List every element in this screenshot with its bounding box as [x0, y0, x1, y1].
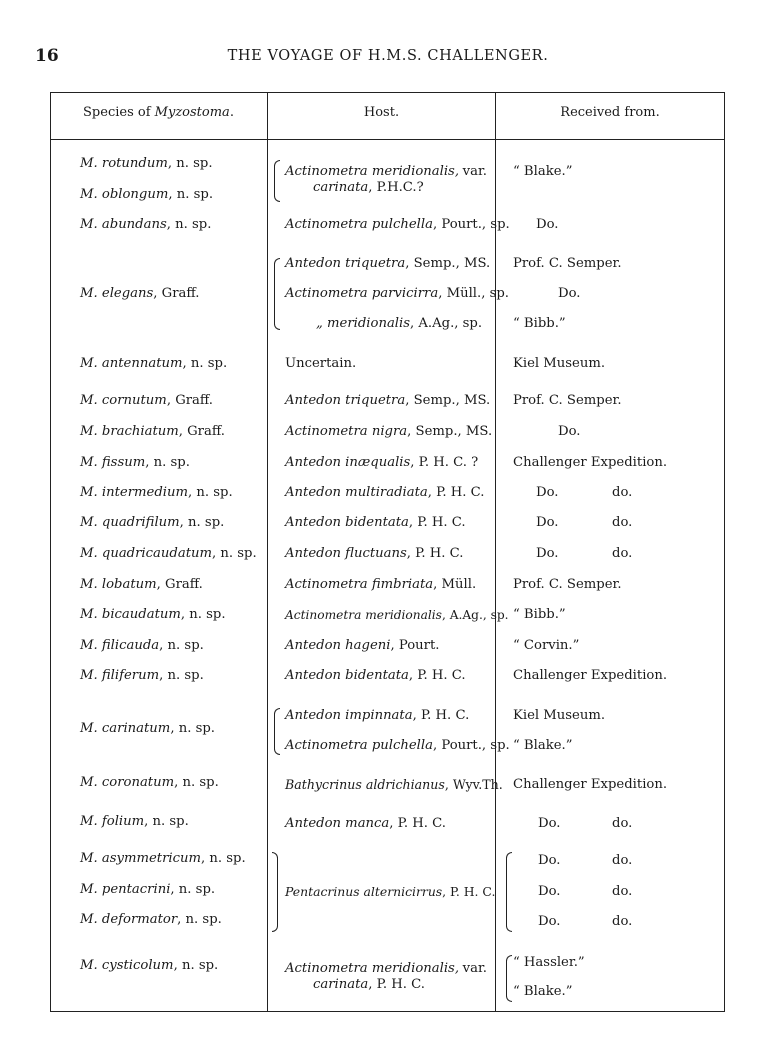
table-row: M. abundans, n. sp. — [80, 217, 212, 232]
host-cell: Actinometra meridionalis, var. — [285, 164, 487, 179]
table-row: M. asymmetricum, n. sp. — [80, 851, 246, 866]
received-cell: “ Bibb.” — [513, 316, 566, 331]
table-left-rule — [50, 92, 51, 1012]
brace — [506, 955, 512, 1002]
host-cell: Actinometra pulchella, Pourt., sp. — [285, 738, 510, 753]
received-cell: “ Bibb.” — [513, 607, 566, 622]
host-cell: Actinometra parvicirra, Müll., sp. — [285, 286, 509, 301]
header-rule — [50, 139, 725, 140]
received-cell: “ Hassler.” — [513, 955, 585, 970]
table-row: M. oblongum, n. sp. — [80, 187, 214, 202]
received-cell: Prof. C. Semper. — [513, 256, 622, 271]
received-cell: Do. — [558, 286, 581, 301]
table-row: M. cysticolum, n. sp. — [80, 958, 219, 973]
brace — [274, 160, 280, 202]
received-cell: Prof. C. Semper. — [513, 393, 622, 408]
table-row: M. quadricaudatum, n. sp. — [80, 546, 257, 561]
table-row: M. deformator, n. sp. — [80, 912, 222, 927]
host-cell: Antedon inæqualis, P. H. C. ? — [285, 455, 479, 470]
table-row: M. antennatum, n. sp. — [80, 356, 228, 371]
received-cell: do. — [612, 485, 633, 500]
table-row: M. cornutum, Graff. — [80, 393, 213, 408]
table-row: M. coronatum, n. sp. — [80, 775, 219, 790]
table-row: M. bicaudatum, n. sp. — [80, 607, 226, 622]
received-cell: Do. — [538, 816, 561, 831]
brace — [274, 258, 280, 330]
table-row: M. elegans, Graff. — [80, 286, 200, 301]
host-cell: Antedon fluctuans, P. H. C. — [285, 546, 464, 561]
table-row: M. intermedium, n. sp. — [80, 485, 233, 500]
table-row: M. carinatum, n. sp. — [80, 721, 215, 736]
table-bottom-rule — [50, 1011, 725, 1012]
table-row: M. quadrifilum, n. sp. — [80, 515, 225, 530]
received-cell: Kiel Museum. — [513, 708, 606, 723]
host-cell: Antedon impinnata, P. H. C. — [285, 708, 470, 723]
host-cell: Antedon bidentata, P. H. C. — [285, 515, 466, 530]
received-cell: Do. — [538, 884, 561, 899]
received-cell: do. — [612, 546, 633, 561]
received-cell: Do. — [536, 217, 559, 232]
host-cell: „ meridionalis, A.Ag., sp. — [316, 316, 483, 331]
received-cell: “ Blake.” — [513, 738, 573, 753]
page-number: 16 — [35, 46, 59, 66]
brace — [272, 852, 278, 932]
host-cell: Antedon multiradiata, P. H. C. — [285, 485, 485, 500]
received-cell: “ Blake.” — [513, 164, 573, 179]
running-title: THE VOYAGE OF H.M.S. CHALLENGER. — [227, 48, 549, 64]
host-cell: Actinometra nigra, Semp., MS. — [285, 424, 493, 439]
table-row: M. fissum, n. sp. — [80, 455, 190, 470]
received-cell: do. — [612, 515, 633, 530]
received-cell: do. — [612, 816, 633, 831]
table-row: M. filiferum, n. sp. — [80, 668, 204, 683]
table-row: M. pentacrini, n. sp. — [80, 882, 216, 897]
host-cell: Bathycrinus aldrichianus, Wyv.Th. — [285, 777, 503, 792]
table-row: M. folium, n. sp. — [80, 814, 189, 829]
host-cell: Actinometra meridionalis, A.Ag., sp. — [285, 608, 509, 622]
received-cell: Challenger Expedition. — [513, 668, 668, 683]
host-cell: carinata, P.H.C.? — [313, 180, 424, 195]
received-cell: Challenger Expedition. — [513, 777, 668, 792]
host-cell: Antedon hageni, Pourt. — [285, 638, 440, 653]
received-cell: “ Corvin.” — [513, 638, 580, 653]
column-divider-1 — [267, 92, 268, 1012]
table-row: M. filicauda, n. sp. — [80, 638, 204, 653]
received-cell: Do. — [558, 424, 581, 439]
received-cell: “ Blake.” — [513, 984, 573, 999]
table-top-rule — [50, 92, 725, 93]
host-cell: carinata, P. H. C. — [313, 977, 425, 992]
table-row: M. brachiatum, Graff. — [80, 424, 225, 439]
host-cell: Antedon manca, P. H. C. — [285, 816, 446, 831]
received-cell: Do. — [536, 546, 559, 561]
host-cell: Pentacrinus alternicirrus, P. H. C. — [285, 884, 496, 899]
table-right-rule — [724, 92, 725, 1012]
header-species: Species of Myzostoma. — [83, 105, 234, 120]
table-row: M. rotundum, n. sp. — [80, 156, 213, 171]
table-row: M. lobatum, Graff. — [80, 577, 203, 592]
host-cell: Antedon triquetra, Semp., MS. — [285, 393, 491, 408]
host-cell: Antedon triquetra, Semp., MS. — [285, 256, 491, 271]
received-cell: Do. — [538, 853, 561, 868]
received-cell: Do. — [536, 515, 559, 530]
received-cell: Kiel Museum. — [513, 356, 606, 371]
host-cell: Antedon bidentata, P. H. C. — [285, 668, 466, 683]
received-cell: do. — [612, 853, 633, 868]
received-cell: Do. — [538, 914, 561, 929]
received-cell: Prof. C. Semper. — [513, 577, 622, 592]
received-cell: do. — [612, 884, 633, 899]
host-cell: Uncertain. — [285, 356, 357, 371]
host-cell: Actinometra fimbriata, Müll. — [285, 577, 477, 592]
host-cell: Actinometra meridionalis, var. — [285, 961, 487, 976]
header-host: Host. — [363, 105, 400, 120]
received-cell: Do. — [536, 485, 559, 500]
header-received: Received from. — [560, 105, 660, 120]
brace — [274, 708, 280, 755]
host-cell: Actinometra pulchella, Pourt., sp. — [285, 217, 510, 232]
brace — [506, 852, 512, 932]
received-cell: Challenger Expedition. — [513, 455, 668, 470]
received-cell: do. — [612, 914, 633, 929]
